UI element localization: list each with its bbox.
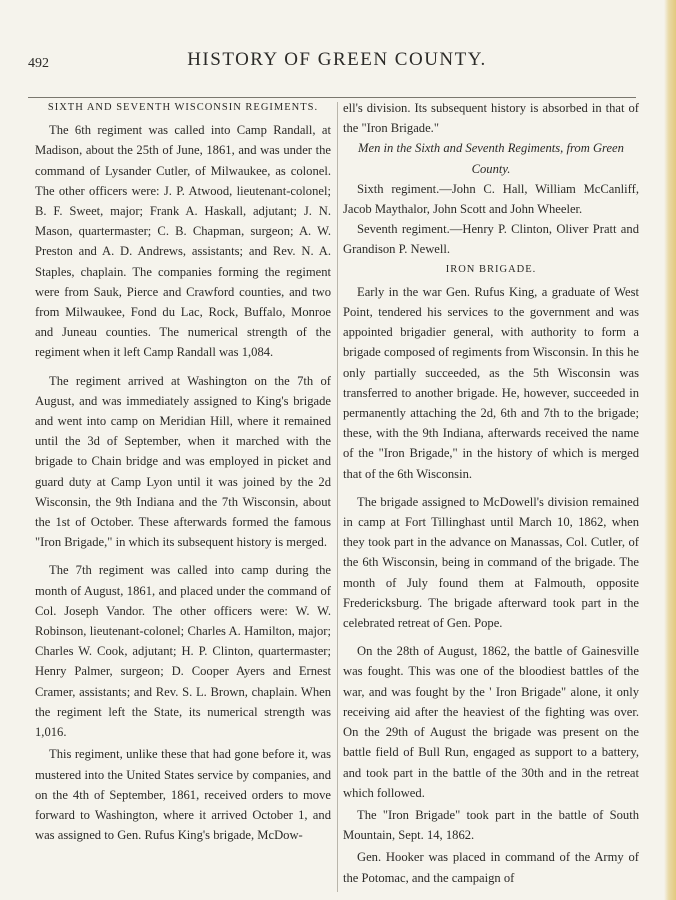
paragraph: The brigade assigned to McDowell's division remained in camp at Fort Tillinghast until March 10, 1862, when they took part in the advance on Manassas, Col. Cutler, of the 6th Wisconsin, being in command of the brigade. The month of July found them at Falmouth, opposite Fredericksburg. The brigade afterward took part in the celebrated retreat of Gen. Pope. xyxy=(343,494,639,631)
seventh-regiment-list: Seventh regiment.—Henry P. Clinton, Oliver Pratt and Grandison P. Newell. xyxy=(343,222,639,257)
page-number: 492 xyxy=(28,56,49,71)
paragraph: The "Iron Brigade" took part in the battle of South Mountain, Sept. 14, 1862. xyxy=(343,807,639,843)
section-heading-iron-brigade: IRON BRIGADE. xyxy=(445,263,537,275)
paragraph: The 6th regiment was called into Camp Randall, at Madison, about the 25th of June, 1861, and was under the command of Lysander Cutler, of Milwaukee, as colonel. The other officers were: J. P. Atwood, lieutenant-colonel; B. F. Sweet, major; Frank A. Haskall, adjutant; J. N. Mason, quartermaster; C. B. Chapman, surgeon; A. W. Preston and A. D. Andrews, assistants; and Rev. N. A. Staples, chaplain. The companies forming the regiment were from Sauk, Pierce and Crawford counties, and two from Milwaukee, Fond du Lac, Rock, Buffalo, Monroe and Juneau counties. The numerical strength of the regiment when it left Camp Randall was 1,084. xyxy=(35,123,331,360)
sixth-regiment-list: Sixth regiment.—John C. Hall, William McCanliff, Jacob Maythalor, John Scott and John Wheeler. xyxy=(343,181,639,217)
paragraph: ell's division. Its subsequent history is absorbed in that of the "Iron Brigade." xyxy=(343,101,639,136)
men-list-heading: Men in the Sixth and Seventh Regiments, from Green County. xyxy=(358,141,624,176)
paragraph: This regiment, unlike these that had gone before it, was mustered into the United States service by companies, and on the 4th of September, 1861, received orders to move forward to Washington, where it arrived October 1, and was assigned to Gen. Rufus King's brigade, McDow- xyxy=(35,747,331,843)
paragraph: On the 28th of August, 1862, the battle of Gainesville was fought. This was one of the bloodiest battles of the war, and was fought by the ' Iron Brigade" alone, it only receiving aid after the heaviest of the fighting was over. On the 29th of August the brigade was present on the battle field of Bull Run, engaged as support to a battery, and took part in the battle of the 30th and in the retreat which followed. xyxy=(343,644,639,800)
running-title: HISTORY OF GREEN COUNTY. xyxy=(187,49,487,70)
right-column xyxy=(343,90,639,895)
paragraph: The regiment arrived at Washington on the 7th of August, and was immediately assigned to King's brigade and went into camp on Meridian Hill, where it remained until the 3d of September, when it marched with the brigade to Chain bridge and was employed in picket and guard duty at Camp Lyon until it was joined by the 2d Wisconsin, the 9th Indiana and the 7th Wisconsin, about the 1st of October. These afterwards formed the famous "Iron Brigade," in which its subsequent history is merged. xyxy=(35,373,331,550)
page-edge-shading xyxy=(664,0,676,900)
paragraph: Gen. Hooker was placed in command of the Army of the Potomac, and the campaign of xyxy=(343,850,639,885)
left-column xyxy=(35,90,331,895)
page-header xyxy=(28,44,646,78)
column-divider xyxy=(337,102,338,892)
paragraph: The 7th regiment was called into camp during the month of August, 1861, and placed under the command of Col. Joseph Vandor. The other officers were: W. W. Robinson, lieutenant-colonel; Charles A. Hamilton, major; Charles W. Cook, adjutant; H. P. Clinton, quartermaster; Henry Palmer, surgeon; D. Cooper Ayers and Ernest Cramer, assistants; and Rev. S. L. Brown, chaplain. When the regiment left the State, its numerical strength was 1,016. xyxy=(35,563,331,740)
paragraph: Early in the war Gen. Rufus King, a graduate of West Point, tendered his services to the government and was appointed brigadier general, with authority to form a brigade composed of regiments from Wisconsin. In this he only partially succeeded, as the 5th Wisconsin was transferred to another brigade. He, however, succeeded in permanently attaching the 2d, 6th and 7th to the brigade; these, with the 9th Indiana, afterwards received the name of the "Iron Brigade," in the history of which is merged that of the 6th Wisconsin. xyxy=(343,284,639,481)
section-heading-sixth-seventh: SIXTH AND SEVENTH WISCONSIN REGIMENTS. xyxy=(47,102,319,113)
